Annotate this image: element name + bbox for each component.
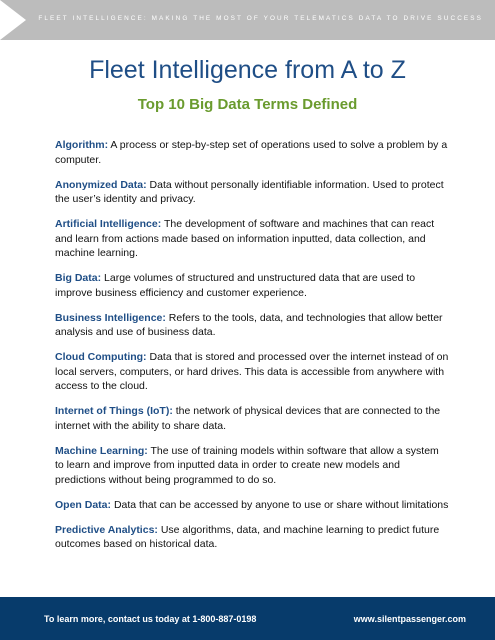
page-subtitle: Top 10 Big Data Terms Defined xyxy=(137,96,358,113)
term-business-intelligence xyxy=(55,311,450,340)
term-predictive-analytics xyxy=(55,523,450,552)
term-artificial-intelligence xyxy=(55,217,450,261)
term-anonymized-data xyxy=(55,178,450,207)
term-definition: The development of software and machines that can react and learn from actions made based on information inputted, data collection, and machine learning. xyxy=(55,218,435,259)
terms-list xyxy=(55,138,450,562)
footer-bar xyxy=(0,597,495,640)
term-big-data xyxy=(55,271,450,300)
term-open-data xyxy=(55,498,450,513)
top-banner xyxy=(0,0,495,40)
term-cloud-computing xyxy=(55,350,450,394)
term-definition: Large volumes of structured and unstructured data that are used to improve business efficiency and customer experience. xyxy=(55,272,416,299)
term-name: Artificial Intelligence: xyxy=(55,218,162,230)
term-name: Cloud Computing: xyxy=(55,351,147,363)
term-definition: A process or step-by-step set of operations used to solve a problem by a computer. xyxy=(55,139,448,166)
footer-contact-text: To learn more, contact us today at 1-800-887-0198 xyxy=(44,614,257,624)
term-name: Algorithm: xyxy=(55,139,109,151)
banner-tagline: FLEET INTELLIGENCE: MAKING THE MOST OF YOUR TELEMATICS DATA TO DRIVE SUCCESS xyxy=(38,15,483,22)
term-definition: the network of physical devices that are connected to the internet with the ability to share data. xyxy=(55,405,441,432)
term-definition: Data that can be accessed by anyone to use or share without limitations xyxy=(113,498,449,511)
term-algorithm xyxy=(55,138,450,167)
footer-website-link[interactable]: www.silentpassenger.com xyxy=(353,614,466,624)
term-definition: Use algorithms, data, and machine learning to predict future outcomes based on historical data. xyxy=(55,523,440,550)
term-machine-learning xyxy=(55,444,450,488)
term-definition: Data that is stored and processed over the internet instead of on local servers, computers, or hard drives. This data is accessible from anywhere with access to the cloud. xyxy=(55,351,449,392)
term-name: Anonymized Data: xyxy=(55,178,147,191)
term-name: Big Data: xyxy=(55,272,102,284)
term-internet-of-things xyxy=(55,404,450,433)
term-definition: Data without personally identifiable information. Used to protect the user’s identity and privacy. xyxy=(55,178,444,205)
term-definition: Refers to the tools, data, and technologies that allow better analysis and use of business data. xyxy=(55,311,443,338)
term-name: Business Intelligence: xyxy=(55,311,166,324)
term-name: Predictive Analytics: xyxy=(55,523,158,536)
term-name: Machine Learning: xyxy=(55,444,148,457)
page-title: Fleet Intelligence from A to Z xyxy=(89,56,406,84)
term-definition: The use of training models within software that allow a system to learn and improve from inputted data in order to create new models and predictions without being programmed to do so. xyxy=(55,444,439,486)
term-name: Open Data: xyxy=(55,498,112,511)
term-name: Internet of Things (IoT): xyxy=(55,405,173,417)
